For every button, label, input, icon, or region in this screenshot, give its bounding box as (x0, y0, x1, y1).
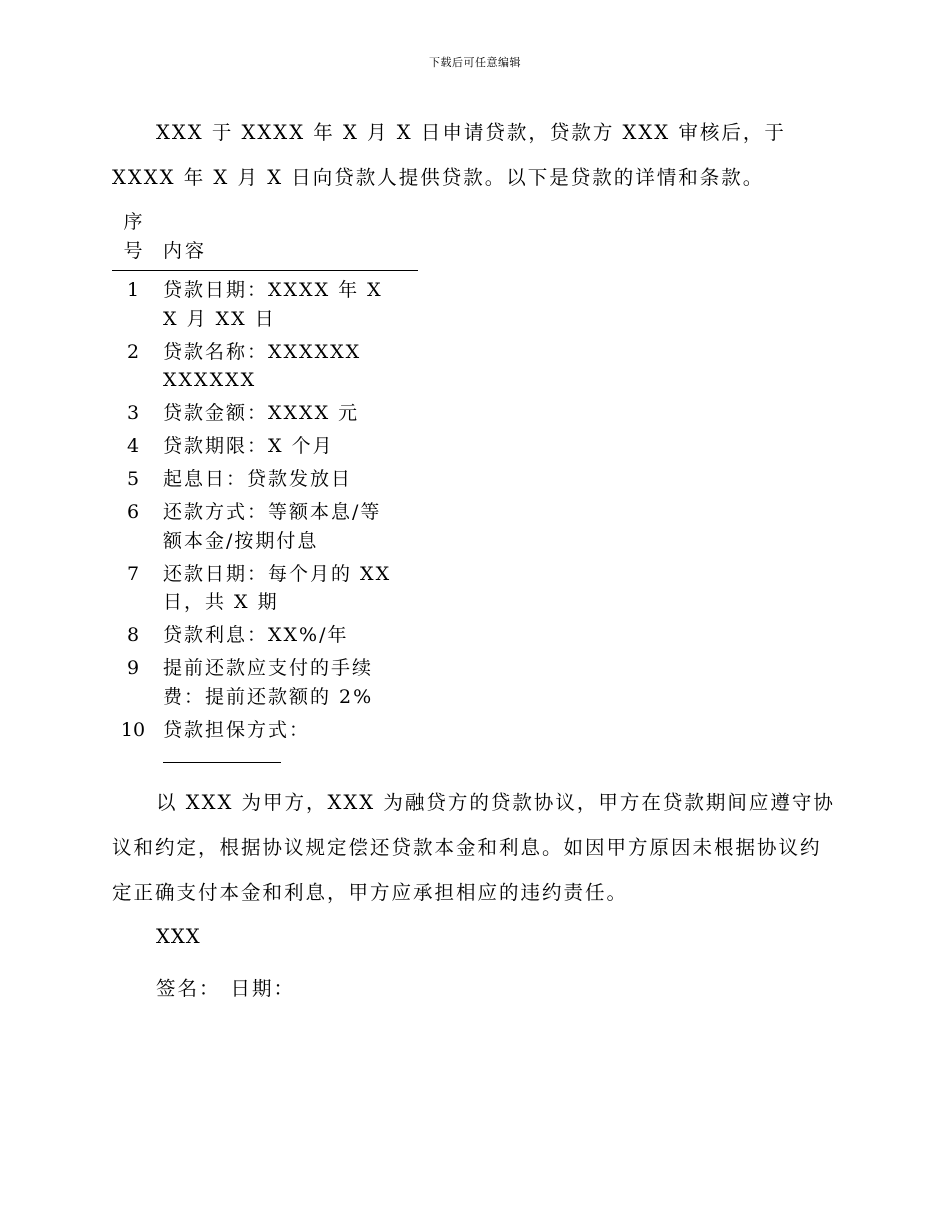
row-number: 1 (126, 279, 140, 301)
guarantee-blank-line (163, 746, 281, 763)
row-number: 8 (126, 624, 140, 646)
signature-row (156, 972, 295, 1006)
row-content: 还款日期：每个月的 XX 日，共 X 期 (163, 562, 392, 613)
table-header (112, 208, 418, 271)
row-content: 贷款期限：X 个月 (163, 435, 334, 457)
table-body (112, 271, 418, 763)
row-content: 还款方式：等额本息/等额本金/按期付息 (163, 501, 382, 552)
intro-paragraph: XXX 于 XXXX 年 X 月 X 日申请贷款，贷款方 XXX 审核后，于 XXXX 年 X 月 X 日向贷款人提供贷款。以下是贷款的详情和条款。 (112, 121, 786, 189)
table-row (112, 654, 418, 711)
row-number: 6 (126, 501, 140, 523)
row-number: 9 (126, 657, 140, 679)
header-content: 内容 (163, 240, 208, 262)
row-content: 提前还款应支付的手续费：提前还款额的 2% (163, 657, 374, 708)
table-row (112, 432, 418, 461)
table-row (112, 716, 418, 745)
header-note: 下载后可任意编辑 (429, 56, 521, 69)
row-content: 贷款日期：XXXX 年 XX 月 XX 日 (163, 279, 383, 330)
loan-details-table (112, 208, 418, 763)
row-number: 2 (126, 340, 140, 363)
party-name: XXX (156, 925, 201, 948)
header-serial-number (112, 208, 154, 266)
row-content: 贷款名称：XXXXXXXXXXXX (163, 340, 362, 391)
row-content: 贷款金额：XXXX 元 (163, 402, 360, 424)
header-serial-line1: 序 (123, 211, 143, 233)
row-content: 贷款担保方式： (163, 718, 311, 741)
date-label: 日期： (230, 977, 296, 1000)
table-row (112, 399, 418, 428)
table-row (112, 560, 418, 617)
row-number: 3 (126, 402, 140, 424)
row-number: 5 (126, 468, 140, 490)
header-serial-line2: 号 (123, 240, 143, 262)
row-content: 贷款利息：XX%/年 (163, 624, 349, 646)
row-number: 7 (126, 562, 140, 585)
table-row (112, 465, 418, 494)
table-row (112, 338, 418, 395)
table-row (112, 621, 418, 650)
row-content: 起息日：贷款发放日 (163, 468, 353, 490)
table-row (112, 276, 418, 333)
signature-label: 签名： (156, 977, 221, 1000)
agreement-paragraph: 以 XXX 为甲方，XXX 为融贷方的贷款协议，甲方在贷款期间应遵守协议和约定，根据协议规定偿还贷款本金和利息。如因甲方原因未根据协议约定正确支付本金和利息，甲方应承担相应的违约责任。 (112, 791, 835, 904)
table-row (112, 498, 418, 555)
row-number: 10 (120, 718, 146, 741)
row-number: 4 (126, 435, 140, 457)
